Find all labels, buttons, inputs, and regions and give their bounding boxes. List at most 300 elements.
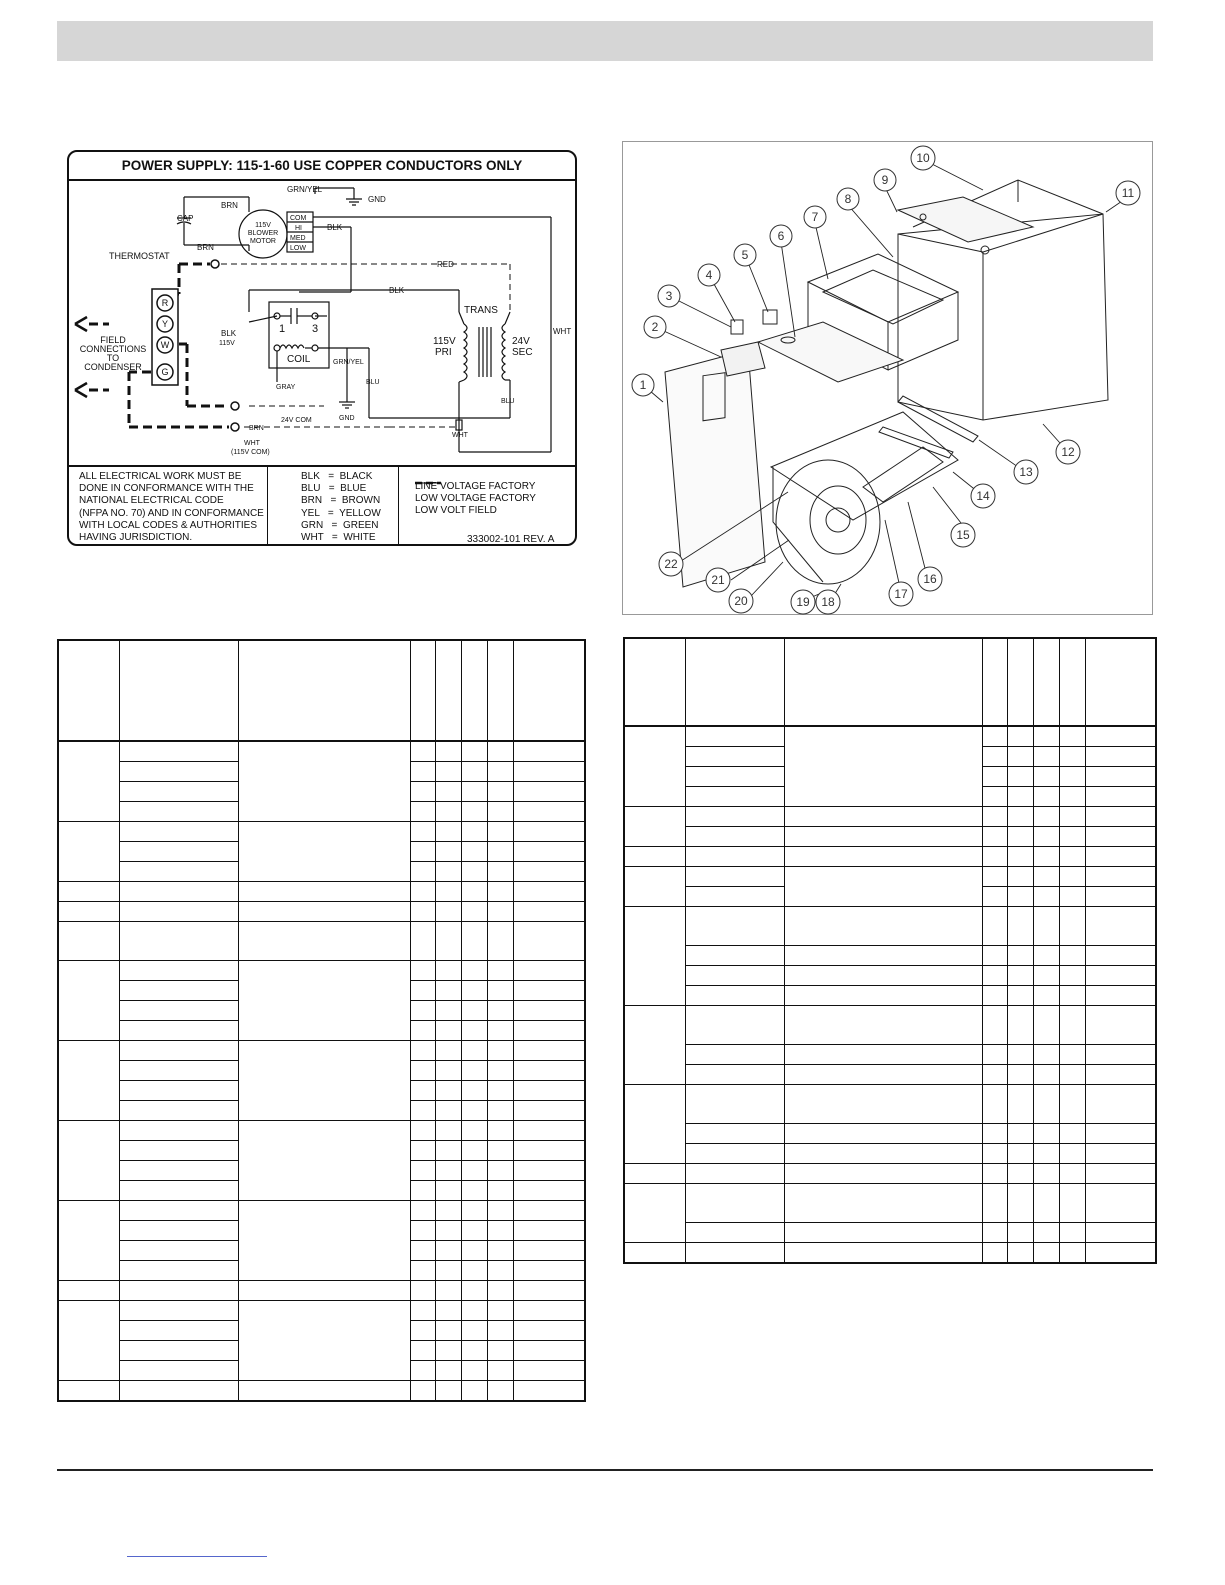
callout-22: 22	[664, 557, 678, 571]
table-cell	[487, 902, 513, 922]
table-cell	[1085, 1223, 1156, 1243]
table-cell	[1085, 887, 1156, 907]
label-gnd-bottom: GND	[339, 415, 355, 422]
table-cell	[1033, 1045, 1059, 1065]
label-cap: CAP	[177, 214, 194, 223]
table-cell	[784, 1223, 982, 1243]
legend-label: LINE VOLTAGE FACTORY	[415, 481, 536, 492]
table-cell	[513, 640, 585, 741]
table-cell	[410, 640, 435, 741]
table-cell	[685, 767, 784, 787]
table-cell	[1033, 726, 1059, 747]
table-cell	[685, 907, 784, 946]
table-row	[624, 966, 1156, 986]
label-gnd-top: GND	[368, 195, 386, 204]
table-cell	[982, 946, 1007, 966]
table-row	[624, 867, 1156, 887]
color-code: WHT = WHITE	[301, 532, 376, 544]
table-cell	[1033, 787, 1059, 807]
table-cell	[1085, 638, 1156, 726]
contact-3: 3	[312, 323, 319, 335]
table-cell	[119, 862, 238, 882]
callout-7: 7	[811, 210, 819, 224]
table-cell	[1059, 946, 1085, 966]
table-cell	[1007, 1164, 1033, 1184]
table-cell	[685, 966, 784, 986]
page-header-bar	[57, 21, 1153, 61]
table-cell	[238, 922, 410, 961]
parts-table-left	[57, 639, 586, 1402]
table-cell	[461, 1201, 487, 1221]
color-code: YEL = YELLOW	[301, 507, 381, 519]
table-cell	[461, 1321, 487, 1341]
table-cell	[119, 1221, 238, 1241]
table-row	[58, 1121, 585, 1141]
table-cell	[410, 882, 435, 902]
table-cell	[435, 862, 461, 882]
legend-label: LOW VOLT FIELD	[415, 505, 497, 516]
table-cell	[513, 1181, 585, 1201]
table-cell	[784, 907, 982, 946]
table-cell	[487, 1181, 513, 1201]
table-cell	[461, 741, 487, 762]
table-cell	[1085, 986, 1156, 1006]
wiring-diagram-title: POWER SUPPLY: 115-1-60 USE COPPER CONDUCTORS ONLY	[69, 152, 575, 181]
table-cell	[461, 782, 487, 802]
table-cell	[487, 741, 513, 762]
table-row	[624, 1006, 1156, 1045]
table-cell	[461, 842, 487, 862]
terminal-r: R	[161, 298, 169, 308]
table-cell	[238, 1381, 410, 1402]
table-cell	[1059, 1164, 1085, 1184]
table-cell	[410, 1361, 435, 1381]
table-cell	[119, 981, 238, 1001]
table-cell	[685, 1045, 784, 1065]
table-cell	[1007, 887, 1033, 907]
table-cell	[1007, 946, 1033, 966]
table-cell	[410, 1281, 435, 1301]
table-cell	[685, 787, 784, 807]
table-cell	[119, 882, 238, 902]
callout-8: 8	[844, 192, 852, 206]
table-cell	[1007, 807, 1033, 827]
table-cell	[982, 887, 1007, 907]
table-cell	[119, 1101, 238, 1121]
table-cell	[1085, 1006, 1156, 1045]
color-code: BLK = BLACK	[301, 471, 373, 482]
table-cell	[410, 1201, 435, 1221]
table-cell	[119, 741, 238, 762]
table-cell	[410, 1221, 435, 1241]
table-cell	[685, 1144, 784, 1164]
table-cell	[685, 726, 784, 747]
table-cell	[513, 1001, 585, 1021]
table-cell	[513, 802, 585, 822]
table-cell	[435, 782, 461, 802]
table-cell	[1059, 767, 1085, 787]
table-cell	[119, 1201, 238, 1221]
table-cell	[461, 1241, 487, 1261]
table-row	[58, 741, 585, 762]
table-cell	[461, 1281, 487, 1301]
table-cell	[461, 1121, 487, 1141]
label-wht-low: WHT	[452, 432, 468, 439]
table-cell	[513, 1061, 585, 1081]
label-blu-mid: BLU	[366, 379, 380, 386]
label-grn-yel-top: GRN/YEL	[287, 185, 323, 194]
table-cell	[410, 961, 435, 981]
table-cell	[410, 802, 435, 822]
table-cell	[513, 1081, 585, 1101]
callout-14: 14	[976, 489, 990, 503]
table-cell	[461, 1141, 487, 1161]
table-cell	[1033, 1223, 1059, 1243]
table-cell	[119, 922, 238, 961]
table-cell	[119, 1361, 238, 1381]
table-cell	[435, 922, 461, 961]
table-cell	[1007, 966, 1033, 986]
table-cell	[1059, 867, 1085, 887]
table-cell	[487, 1021, 513, 1041]
table-cell	[461, 961, 487, 981]
table-cell	[58, 922, 119, 961]
motor-label-3: MOTOR	[250, 238, 276, 245]
table-cell	[1085, 1164, 1156, 1184]
table-cell	[1007, 907, 1033, 946]
table-cell	[982, 1085, 1007, 1124]
table-cell	[461, 1381, 487, 1402]
table-cell	[1085, 1124, 1156, 1144]
table-cell	[784, 1065, 982, 1085]
sec-label-2: SEC	[512, 347, 533, 358]
table-cell	[685, 887, 784, 907]
callout-11: 11	[1121, 186, 1135, 200]
table-row	[624, 1184, 1156, 1223]
table-cell	[461, 822, 487, 842]
table-cell	[1033, 847, 1059, 867]
table-cell	[1085, 787, 1156, 807]
table-cell	[624, 1243, 685, 1264]
table-cell	[461, 1181, 487, 1201]
table-cell	[513, 1381, 585, 1402]
table-cell	[487, 1081, 513, 1101]
table-cell	[435, 1081, 461, 1101]
table-cell	[1059, 1065, 1085, 1085]
label-brn-bottom: BRN	[197, 243, 214, 252]
table-cell	[487, 862, 513, 882]
label-trans: TRANS	[464, 305, 498, 316]
table-cell	[1007, 767, 1033, 787]
table-cell	[685, 1124, 784, 1144]
table-cell	[461, 1021, 487, 1041]
table-cell	[435, 1301, 461, 1321]
table-cell	[1085, 1184, 1156, 1223]
note-line: NATIONAL ELECTRICAL CODE	[79, 495, 224, 507]
table-cell	[1007, 747, 1033, 767]
table-cell	[461, 1361, 487, 1381]
table-cell	[410, 1321, 435, 1341]
table-cell	[784, 1085, 982, 1124]
table-cell	[410, 862, 435, 882]
table-cell	[238, 1121, 410, 1201]
table-cell	[435, 741, 461, 762]
callout-15: 15	[956, 528, 970, 542]
table-cell	[119, 1001, 238, 1021]
label-blk-115-1: BLK	[221, 329, 237, 338]
table-cell	[435, 1381, 461, 1402]
table-cell	[487, 1321, 513, 1341]
table-cell	[1085, 807, 1156, 827]
table-cell	[1007, 1006, 1033, 1045]
table-row	[624, 1045, 1156, 1065]
table-cell	[1007, 1085, 1033, 1124]
table-cell	[1085, 867, 1156, 887]
table-cell	[624, 726, 685, 807]
table-cell	[624, 867, 685, 907]
table-cell	[784, 986, 982, 1006]
table-cell	[487, 782, 513, 802]
table-cell	[119, 1161, 238, 1181]
table-cell	[119, 782, 238, 802]
table-cell	[487, 1221, 513, 1241]
table-cell	[982, 1045, 1007, 1065]
table-cell	[513, 1161, 585, 1181]
table-row	[58, 1381, 585, 1402]
table-cell	[487, 1141, 513, 1161]
table-cell	[1033, 767, 1059, 787]
table-cell	[461, 1221, 487, 1241]
table-cell	[513, 1241, 585, 1261]
label-gray: GRAY	[276, 384, 296, 391]
label-wht-right: WHT	[553, 327, 572, 336]
table-cell	[624, 1006, 685, 1085]
table-cell	[435, 1221, 461, 1241]
table-cell	[1085, 827, 1156, 847]
table-cell	[435, 981, 461, 1001]
wiring-schematic	[69, 152, 577, 472]
table-cell	[513, 782, 585, 802]
table-cell	[1033, 827, 1059, 847]
table-cell	[1007, 1243, 1033, 1264]
table-cell	[410, 1121, 435, 1141]
table-cell	[410, 902, 435, 922]
table-cell	[119, 802, 238, 822]
table-row	[58, 640, 585, 741]
table-cell	[119, 1301, 238, 1321]
terminal-low: LOW	[290, 245, 306, 252]
pri-label-1: 115V	[433, 336, 456, 347]
table-cell	[410, 1381, 435, 1402]
table-cell	[410, 1041, 435, 1061]
table-cell	[119, 762, 238, 782]
table-cell	[685, 1223, 784, 1243]
table-cell	[410, 1261, 435, 1281]
note-line: (NFPA NO. 70) AND IN CONFORMANCE	[79, 507, 264, 519]
table-cell	[119, 1061, 238, 1081]
table-cell	[624, 1184, 685, 1243]
table-cell	[435, 1241, 461, 1261]
callout-3: 3	[665, 289, 673, 303]
table-row	[624, 1164, 1156, 1184]
table-cell	[1085, 1045, 1156, 1065]
table-cell	[487, 1061, 513, 1081]
table-cell	[1059, 1045, 1085, 1065]
table-cell	[119, 1181, 238, 1201]
table-cell	[1007, 726, 1033, 747]
table-cell	[1033, 1184, 1059, 1223]
table-row	[624, 1085, 1156, 1124]
table-cell	[1033, 1065, 1059, 1085]
table-cell	[685, 1184, 784, 1223]
table-row	[624, 726, 1156, 747]
table-cell	[58, 640, 119, 741]
callout-9: 9	[881, 173, 889, 187]
table-cell	[410, 1241, 435, 1261]
table-row	[58, 882, 585, 902]
table-cell	[487, 802, 513, 822]
table-cell	[410, 922, 435, 961]
table-cell	[1007, 867, 1033, 887]
table-cell	[119, 1121, 238, 1141]
table-cell	[784, 1144, 982, 1164]
table-cell	[461, 981, 487, 1001]
field-label-2: CONNECTIONS	[79, 344, 147, 354]
field-label-3: TO	[106, 353, 120, 363]
table-cell	[487, 1101, 513, 1121]
table-cell	[513, 882, 585, 902]
callout-18: 18	[821, 595, 835, 609]
table-row	[58, 1041, 585, 1061]
table-cell	[1085, 767, 1156, 787]
table-cell	[1033, 1006, 1059, 1045]
table-cell	[982, 827, 1007, 847]
table-cell	[1059, 638, 1085, 726]
table-cell	[435, 1061, 461, 1081]
table-cell	[784, 966, 982, 986]
table-cell	[461, 1341, 487, 1361]
table-cell	[461, 1301, 487, 1321]
table-cell	[119, 1321, 238, 1341]
color-code: GRN = GREEN	[301, 519, 379, 531]
callout-13: 13	[1019, 465, 1033, 479]
table-cell	[119, 822, 238, 842]
table-cell	[784, 638, 982, 726]
drawing-number: 333002-101 REV. A	[467, 534, 555, 545]
table-cell	[435, 1141, 461, 1161]
table-cell	[435, 1101, 461, 1121]
table-cell	[410, 1301, 435, 1321]
table-cell	[685, 946, 784, 966]
table-cell	[982, 1164, 1007, 1184]
table-cell	[513, 1221, 585, 1241]
table-cell	[685, 807, 784, 827]
table-cell	[1085, 1144, 1156, 1164]
note-line: WITH LOCAL CODES & AUTHORITIES	[79, 519, 257, 531]
table-cell	[1007, 1184, 1033, 1223]
table-cell	[461, 882, 487, 902]
table-cell	[1085, 966, 1156, 986]
table-cell	[119, 1021, 238, 1041]
table-cell	[435, 1161, 461, 1181]
table-cell	[1059, 1223, 1085, 1243]
table-cell	[461, 802, 487, 822]
table-row	[58, 961, 585, 981]
table-cell	[513, 902, 585, 922]
label-blk-motor: BLK	[327, 223, 343, 232]
table-cell	[487, 1381, 513, 1402]
table-cell	[1059, 747, 1085, 767]
table-cell	[238, 1281, 410, 1301]
sec-label-1: 24V	[512, 336, 530, 347]
table-cell	[513, 862, 585, 882]
table-cell	[487, 1261, 513, 1281]
table-cell	[487, 1201, 513, 1221]
table-cell	[982, 1144, 1007, 1164]
table-cell	[410, 782, 435, 802]
label-red: RED	[437, 260, 454, 269]
color-code-list	[301, 471, 381, 544]
table-cell	[982, 986, 1007, 1006]
table-cell	[513, 1341, 585, 1361]
table-cell	[784, 1243, 982, 1264]
table-cell	[119, 961, 238, 981]
table-cell	[461, 1081, 487, 1101]
table-row	[624, 638, 1156, 726]
exploded-parts-view	[622, 141, 1153, 615]
field-label-1: FIELD	[100, 335, 126, 345]
table-cell	[435, 842, 461, 862]
table-cell	[982, 807, 1007, 827]
table-cell	[435, 1021, 461, 1041]
table-cell	[1085, 747, 1156, 767]
table-cell	[513, 1121, 585, 1141]
footer-rule	[57, 1469, 1153, 1471]
table-cell	[238, 741, 410, 822]
table-cell	[410, 842, 435, 862]
table-cell	[461, 1101, 487, 1121]
table-cell	[982, 1124, 1007, 1144]
table-cell	[461, 862, 487, 882]
table-row	[624, 847, 1156, 867]
table-cell	[1085, 1085, 1156, 1124]
callout-4: 4	[705, 268, 713, 282]
table-cell	[435, 1261, 461, 1281]
table-cell	[1059, 847, 1085, 867]
table-cell	[1085, 1243, 1156, 1264]
table-cell	[513, 961, 585, 981]
table-cell	[1033, 1124, 1059, 1144]
table-cell	[982, 787, 1007, 807]
label-grn-yel-coil: GRN/YEL	[333, 359, 364, 366]
table-cell	[1007, 1065, 1033, 1085]
table-cell	[784, 1045, 982, 1065]
pri-label-2: PRI	[435, 347, 452, 358]
table-cell	[238, 822, 410, 882]
table-cell	[784, 946, 982, 966]
table-cell	[238, 1041, 410, 1121]
table-cell	[410, 981, 435, 1001]
table-cell	[487, 1361, 513, 1381]
table-cell	[624, 638, 685, 726]
table-cell	[1007, 1144, 1033, 1164]
table-cell	[685, 847, 784, 867]
table-cell	[58, 1121, 119, 1201]
table-cell	[487, 981, 513, 1001]
table-cell	[982, 638, 1007, 726]
terminal-w: W	[160, 340, 170, 350]
table-cell	[1085, 946, 1156, 966]
